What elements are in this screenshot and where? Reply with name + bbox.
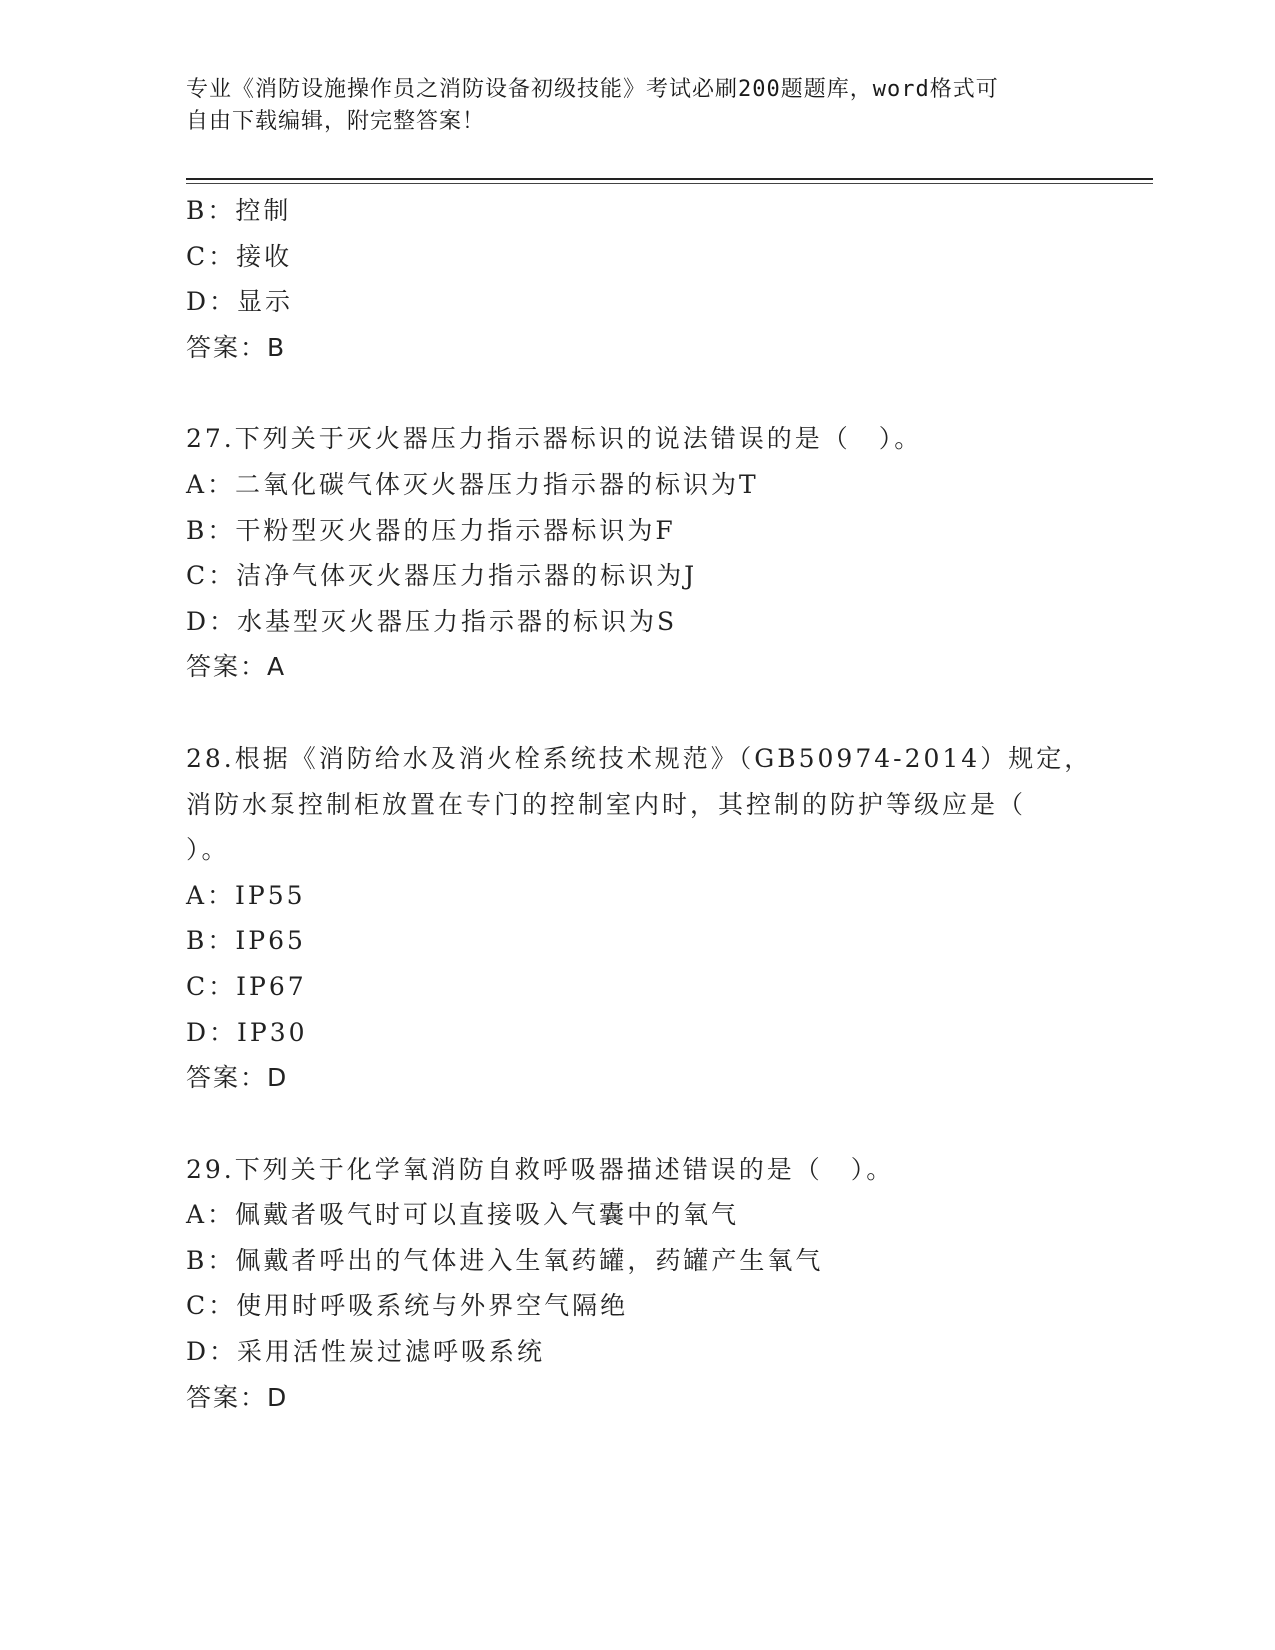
option-d: D：IP30 xyxy=(186,1017,308,1047)
answer-line: 答案：D xyxy=(186,1063,289,1093)
question-stem-line-1: 28.根据《消防给水及消火栓系统技术规范》（GB50974-2014）规定， xyxy=(186,743,1093,773)
question-stem: 29.下列关于化学氧消防自救呼吸器描述错误的是（ ）。 xyxy=(186,1154,895,1184)
option-b: B：佩戴者呼出的气体进入生氧药罐，药罐产生氧气 xyxy=(186,1245,824,1275)
page-header xyxy=(186,74,1086,138)
question-29 xyxy=(186,1147,1086,1421)
header-rule-thin xyxy=(186,183,1153,184)
option-c: C：洁净气体灭火器压力指示器的标识为J xyxy=(186,561,698,591)
option-c: C：IP67 xyxy=(186,971,307,1001)
question-gap xyxy=(186,690,1086,736)
option-d: D：水基型灭火器压力指示器的标识为S xyxy=(186,606,678,636)
question-stem: 27.下列关于灭火器压力指示器标识的说法错误的是（ ）。 xyxy=(186,424,923,454)
question-gap xyxy=(186,370,1086,416)
question-gap xyxy=(186,1101,1086,1147)
answer-line: 答案：A xyxy=(186,652,287,682)
header-rule-thick xyxy=(186,178,1153,180)
answer-line: 答案：D xyxy=(186,1382,289,1412)
question-list xyxy=(186,188,1093,1420)
option-b: B：IP65 xyxy=(186,926,306,956)
header-line-2: 自由下载编辑，附完整答案！ xyxy=(186,109,486,134)
question-stem-line-2: 消防水泵控制柜放置在专门的控制室内时，其控制的防护等级应是（ xyxy=(186,789,1027,819)
answer-line: 答案：B xyxy=(186,332,287,362)
question-28 xyxy=(186,736,1093,1101)
option-a: A：二氧化碳气体灭火器压力指示器的标识为T xyxy=(186,469,759,499)
option-d: D：显示 xyxy=(186,287,294,317)
header-line-1: 专业《消防设施操作员之消防设备初级技能》考试必刷200题题库，word格式可 xyxy=(186,77,999,102)
question-26-tail xyxy=(186,188,1086,370)
option-c: C：接收 xyxy=(186,241,293,271)
option-c: C：使用时呼吸系统与外界空气隔绝 xyxy=(186,1291,629,1321)
option-b: B：控制 xyxy=(186,196,292,225)
option-d: D：采用活性炭过滤呼吸系统 xyxy=(186,1337,546,1367)
option-b: B：干粉型灭火器的压力指示器标识为F xyxy=(186,515,676,545)
option-a: A：佩戴者吸气时可以直接吸入气囊中的氧气 xyxy=(186,1200,740,1230)
question-stem-line-3: ）。 xyxy=(186,835,230,865)
question-27 xyxy=(186,416,1086,690)
option-a: A：IP55 xyxy=(186,880,306,910)
